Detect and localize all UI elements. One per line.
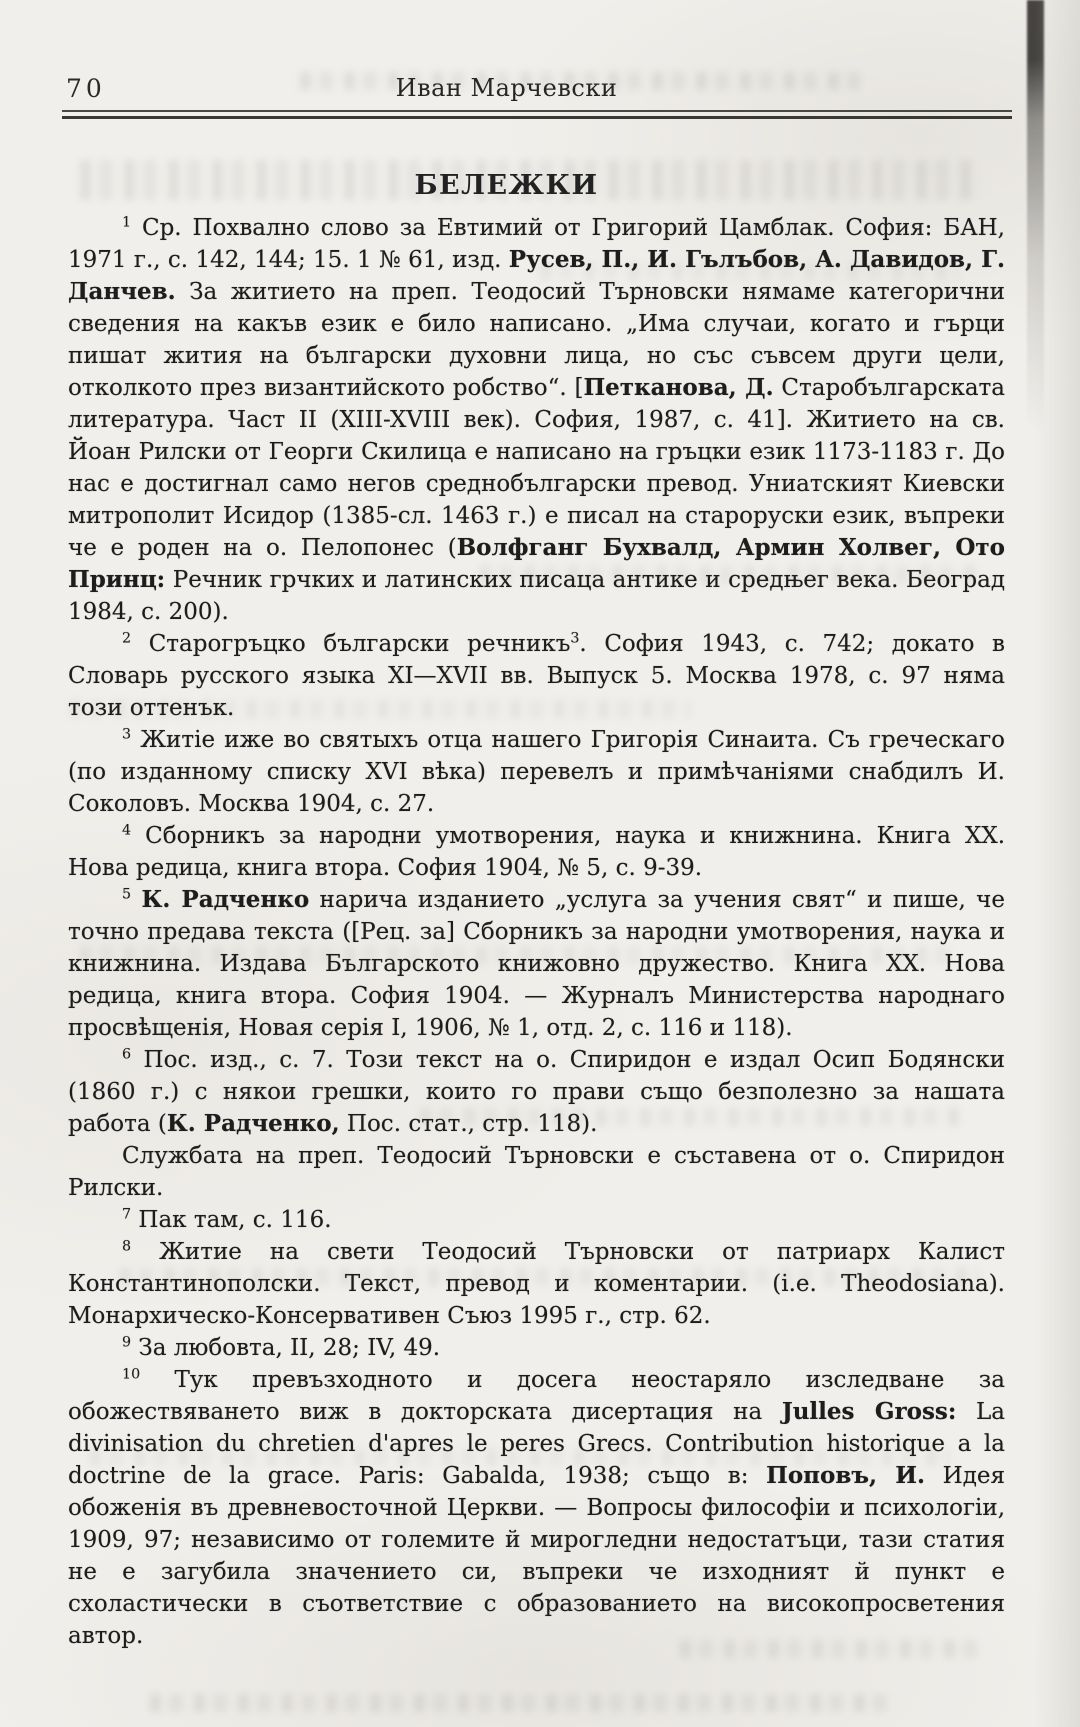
note-paragraph: $^8$ Житие на свети Теодосий Търновски от патриарх Калист Константинополски. Текст, превод и коментарии. (i.e. Theodosiana). Монархическо-Консервативен Съюз 1995 г., стр. 62. [68,1238,1005,1329]
page-header [0,74,1013,104]
note-paragraph: $^{10}$ Тук превъзходното и досега неостаряло изследване за обожествяването виж в докторската дисертация на Julles Gross: La divinisation du chretien d'apres le peres Grecs. Contribution historique a la doctrine de la grace. Paris: Gabalda, 1938; също в: Поповъ, И. Идея обоженія въ древневосточной Церкви. — Вопросы философіи и психологіи, 1909, 97; независимо от големите й мирогледни недостатъци, тази статия не е загубила значението си, въпреки че изходният й пункт е схоластически в съответствие с образованието на високопросветения автор. [68,1366,1006,1649]
note-paragraph: $^1$ Ср. Похвално слово за Евтимий от Григорий Цамблак. София: БАН, 1971 г., с. 142, 144; 15. 1 № 61, изд. Русев, П., И. Гълъбов, А. Давидов, Г. Данчев. За житието на преп. Теодосий Търновски нямаме категорични сведения на какъв език е било написано. „Има случаи, когато и гърци пишат жития на български духовни лица, но със съвсем други цели, отколкото през византийското робство“. [Петканова, Д. Старобългарската литература. Част II (XIII-XVIII век). София, 1987, с. 41]. Житието на св. Йоан Рилски от Георги Скилица е написано на гръцки език 1173-1183 г. До нас е достигнал само негов среднобългарски превод. Униатският Киевски митрополит Исидор (1385-сл. 1463 г.) е писал на староруски език, въпреки че е роден на о. Пелопонес (Волфганг Бухвалд, Армин Холвег, Ото Принц: Речник грчких и латинских писаца антике и средњег века. Београд 1984, с. 200). [68,214,1005,625]
note-number: 8 [122,1238,132,1255]
notes-list [68,212,1005,1652]
section-title: БЕЛЕЖКИ [414,170,599,201]
scan-right-fade [1034,0,1080,1727]
note-paragraph: $^3$ Житіе иже во святыхъ отца нашего Григорія Синаита. Съ греческаго (по изданному списку XVI вѣка) перевелъ и примѣчаніями снабдилъ И. Соколовъ. Москва 1904, с. 27. [68,726,1005,817]
bleedthrough-band [150,1694,890,1712]
header-rule-thin [62,110,1012,112]
note-paragraph: $^9$ За любовта, II, 28; IV, 49. [122,1334,441,1361]
note-number: 10 [122,1366,141,1383]
note-paragraph: $^2$ Старогръцко български речникъ$^3$. София 1943, с. 742; докато в Словарь русского языка XI—XVII вв. Выпуск 5. Москва 1978, с. 97 няма този оттенък. [68,630,1005,721]
page-number: 70 [66,74,106,103]
note-number: 9 [122,1334,132,1351]
note-paragraph: Службата на преп. Теодосий Търновски е съставена от о. Спиридон Рилски. [68,1143,1005,1201]
note-paragraph: $^4$ Сборникъ за народни умотворения, наука и книжнина. Книга XX. Нова редица, книга втора. София 1904, № 5, с. 9-39. [68,822,1006,881]
note-number: 3 [122,726,132,743]
note-paragraph: $^7$ Пак там, с. 116. [122,1206,332,1233]
note-paragraph: $^5$ К. Радченко нарича изданието „услуга за учения свят“ и пише, че точно предава текста ([Рец. за] Сборникъ за народни умотворения, наука и книжнина. Издава Българското книжовно дружество. Книга XX. Нова редица, книга втора. София 1904. — Журналъ Министерства народнаго просвѣщенія, Новая серія I, 1906, № 1, отд. 2, с. 116 и 118). [68,886,1005,1041]
note-number: 1 [122,214,132,231]
note-number: 4 [122,822,132,839]
note-number: 2 [122,630,132,647]
note-number: 7 [122,1206,132,1223]
note-paragraph: $^6$ Пос. изд., с. 7. Този текст на о. Спиридон е издал Осип Бодянски (1860 г.) с някои грешки, които го прави също безполезно за нашата работа (К. Радченко, Пос. стат., стр. 118). [68,1046,1005,1137]
note-number: 6 [122,1046,132,1063]
header-rule-thick [62,116,1012,119]
note-number: 5 [122,886,132,903]
running-head: Иван Марчевски [395,74,618,102]
